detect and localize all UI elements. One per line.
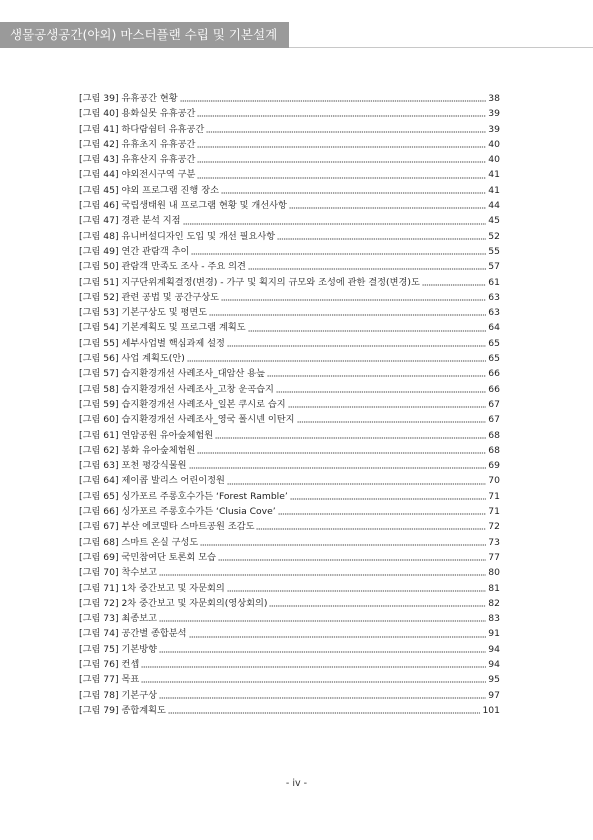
toc-entry-page: 101 (482, 704, 500, 716)
dot-leader (289, 201, 486, 210)
toc-entry-label: [그림 67] 부산 에코델타 스마트공원 조감도 (79, 521, 255, 533)
dot-leader (159, 568, 486, 577)
dot-leader (197, 140, 486, 149)
dot-leader (269, 599, 486, 608)
toc-entry-label: [그림 52] 관련 공법 및 공간구상도 (79, 291, 219, 303)
dot-leader (159, 614, 486, 623)
dot-leader (218, 553, 486, 562)
toc-entry (79, 596, 500, 611)
toc-entry-label: [그림 77] 목표 (79, 674, 140, 686)
toc-entry-label: [그림 39] 유휴공간 현황 (79, 93, 178, 104)
toc-entry (79, 504, 500, 519)
toc-entry-page: 65 (488, 353, 500, 365)
toc-entry (79, 581, 500, 596)
toc-entry-page: 81 (488, 582, 500, 594)
toc-entry-page: 83 (488, 613, 500, 625)
toc-entry-label: [그림 69] 국민참여단 토론회 모습 (79, 551, 217, 563)
document-title: 생물공생공간(야외) 마스터플랜 수립 및 기본설계 (10, 27, 278, 42)
toc-entry-label: [그림 58] 습지환경개선 사례조사_고창 운곡습지 (79, 383, 274, 395)
toc-entry-page: 70 (488, 475, 500, 487)
toc-entry-label: [그림 73] 최종보고 (79, 613, 157, 625)
toc-entry-label: [그림 75] 기본방향 (79, 643, 157, 655)
toc-entry (79, 229, 500, 244)
dot-leader (206, 125, 486, 134)
toc-entry (79, 443, 500, 458)
toc-entry-page: 40 (488, 154, 500, 166)
dot-leader (221, 293, 486, 302)
dot-leader (197, 446, 486, 455)
toc-entry-page: 41 (488, 169, 500, 181)
dot-leader (141, 660, 486, 669)
toc-entry-page: 45 (488, 215, 500, 227)
dot-leader (256, 522, 486, 531)
toc-entry-page: 67 (488, 398, 500, 410)
toc-entry-page: 55 (488, 245, 500, 257)
toc-entry-page: 91 (488, 628, 500, 640)
toc-entry (79, 213, 500, 228)
toc-entry-label: [그림 66] 싱가포르 주롱호수가든 ‘Clusia Cove’ (79, 506, 276, 518)
toc-entry-page: 95 (488, 674, 500, 686)
toc-entry (79, 351, 500, 366)
page-footer (0, 778, 593, 789)
dot-leader (248, 324, 486, 333)
toc-entry (79, 473, 500, 488)
toc-entry (79, 642, 500, 657)
dot-leader (278, 507, 486, 516)
toc-entry (79, 91, 500, 106)
toc-entry (79, 489, 500, 504)
toc-entry-page: 94 (488, 658, 500, 670)
dot-leader (276, 385, 486, 394)
dot-leader (267, 369, 486, 378)
dot-leader (290, 492, 486, 501)
toc-entry-label: [그림 62] 봉화 유아숲체험원 (79, 444, 196, 456)
toc-entry-label: [그림 76] 컨셉 (79, 658, 140, 670)
dot-leader (197, 171, 486, 180)
toc-entry (79, 458, 500, 473)
toc-entry-label: [그림 64] 제이콥 발리스 어린이정원 (79, 475, 225, 487)
toc-entry-label: [그림 68] 스마트 온실 구성도 (79, 536, 199, 548)
toc-entry-label: [그림 71] 1차 중간보고 및 자문회의 (79, 582, 225, 594)
toc-entry-page: 68 (488, 429, 500, 441)
dot-leader (141, 675, 486, 684)
figure-list (79, 91, 500, 718)
dot-leader (209, 308, 486, 317)
dot-leader (200, 538, 486, 547)
dot-leader (159, 691, 486, 700)
toc-entry (79, 565, 500, 580)
toc-entry-label: [그림 59] 습지환경개선 사례조사_일본 쿠시로 습지 (79, 398, 286, 410)
toc-entry-label: [그림 50] 관람객 만족도 조사 - 주요 의견 (79, 261, 246, 273)
toc-entry-page: 41 (488, 184, 500, 196)
toc-entry-page: 73 (488, 536, 500, 548)
page-number: - iv - (285, 778, 308, 789)
dot-leader (191, 247, 486, 256)
toc-entry-label: [그림 60] 습지환경개선 사례조사_영국 폴시넨 이탄지 (79, 414, 295, 426)
toc-entry (79, 290, 500, 305)
toc-entry-page: 44 (488, 200, 500, 212)
toc-entry (79, 106, 500, 121)
toc-entry-label: [그림 51] 지구단위계획결정(변경) - 가구 및 획지의 규모와 조성에 관한 결정(변경)도 (79, 276, 420, 288)
toc-entry (79, 198, 500, 213)
toc-entry (79, 259, 500, 274)
toc-entry-label: [그림 40] 용화실못 유휴공간 (79, 108, 196, 120)
toc-entry (79, 672, 500, 687)
dot-leader (159, 645, 486, 654)
toc-entry-label: [그림 45] 야외 프로그램 진행 장소 (79, 184, 219, 196)
toc-entry-label: [그림 53] 기본구상도 및 평면도 (79, 307, 208, 319)
toc-entry (79, 366, 500, 381)
toc-entry (79, 535, 500, 550)
toc-entry-page: 66 (488, 383, 500, 395)
toc-entry-label: [그림 72] 2차 중간보고 및 자문회의(영상회의) (79, 597, 268, 609)
header-rule (289, 47, 593, 48)
toc-entry-label: [그림 43] 유휴산지 유휴공간 (79, 154, 196, 166)
toc-entry (79, 688, 500, 703)
toc-entry-page: 69 (488, 460, 500, 472)
toc-entry-page: 71 (488, 506, 500, 518)
toc-entry-label: [그림 48] 유니버설디자인 도입 및 개선 필요사항 (79, 230, 276, 242)
dot-leader (288, 400, 486, 409)
toc-entry-label: [그림 65] 싱가포르 주롱호수가든 ‘Forest Ramble’ (79, 490, 288, 502)
toc-entry (79, 275, 500, 290)
dot-leader (215, 431, 486, 440)
toc-entry-label: [그림 79] 종합계획도 (79, 704, 166, 716)
toc-entry-page: 97 (488, 689, 500, 701)
toc-entry-label: [그림 57] 습지환경개선 사례조사_대암산 용늪 (79, 368, 266, 380)
toc-entry-page: 67 (488, 414, 500, 426)
dot-leader (227, 584, 486, 593)
toc-entry-page: 72 (488, 521, 500, 533)
toc-entry-page: 64 (488, 322, 500, 334)
dot-leader (248, 262, 486, 271)
toc-entry-page: 52 (488, 230, 500, 242)
toc-entry (79, 382, 500, 397)
toc-entry (79, 244, 500, 259)
document-header (0, 22, 289, 48)
toc-entry-page: 57 (488, 261, 500, 273)
toc-entry-page: 82 (488, 597, 500, 609)
toc-entry-page: 40 (488, 138, 500, 150)
toc-entry-page: 63 (488, 307, 500, 319)
toc-entry-page: 80 (488, 567, 500, 579)
dot-leader (180, 94, 486, 103)
toc-entry (79, 167, 500, 182)
toc-entry-page: 77 (488, 551, 500, 563)
toc-entry (79, 519, 500, 534)
toc-entry (79, 703, 500, 718)
toc-entry-page: 38 (488, 93, 500, 104)
toc-entry-label: [그림 54] 기본계획도 및 프로그램 계획도 (79, 322, 246, 334)
toc-entry-label: [그림 46] 국립생태원 내 프로그램 현황 및 개선사항 (79, 200, 287, 212)
toc-entry (79, 626, 500, 641)
toc-entry-label: [그림 47] 경관 분석 지점 (79, 215, 181, 227)
toc-entry (79, 152, 500, 167)
toc-entry (79, 412, 500, 427)
toc-entry-page: 61 (488, 276, 500, 288)
toc-entry (79, 428, 500, 443)
toc-entry-label: [그림 61] 연암공원 유아숲체험원 (79, 429, 214, 441)
toc-entry-label: [그림 63] 포천 평강식물원 (79, 460, 187, 472)
dot-leader (187, 354, 486, 363)
toc-entry-page: 94 (488, 643, 500, 655)
dot-leader (221, 186, 486, 195)
toc-entry-page: 68 (488, 444, 500, 456)
toc-entry (79, 305, 500, 320)
dot-leader (189, 461, 487, 470)
dot-leader (277, 232, 486, 241)
toc-entry-label: [그림 78] 기본구상 (79, 689, 157, 701)
dot-leader (197, 155, 486, 164)
toc-entry-label: [그림 42] 유휴초지 유휴공간 (79, 138, 196, 150)
dot-leader (189, 630, 487, 639)
dot-leader (227, 339, 486, 348)
toc-entry-label: [그림 74] 공간별 종합분석 (79, 628, 187, 640)
dot-leader (168, 706, 481, 715)
toc-entry-page: 66 (488, 368, 500, 380)
toc-entry (79, 320, 500, 335)
dot-leader (422, 278, 486, 287)
toc-entry (79, 336, 500, 351)
toc-entry-page: 71 (488, 490, 500, 502)
toc-entry-label: [그림 70] 착수보고 (79, 567, 157, 579)
toc-entry-label: [그림 41] 하다람쉼터 유휴공간 (79, 123, 205, 135)
toc-entry-label: [그림 44] 야외전시구역 구분 (79, 169, 196, 181)
toc-entry (79, 122, 500, 137)
toc-entry-page: 65 (488, 337, 500, 349)
toc-entry (79, 550, 500, 565)
toc-entry-page: 39 (488, 123, 500, 135)
toc-entry (79, 611, 500, 626)
dot-leader (297, 415, 486, 424)
toc-entry-page: 39 (488, 108, 500, 120)
dot-leader (197, 109, 486, 118)
toc-entry (79, 137, 500, 152)
toc-entry-label: [그림 49] 연간 관람객 추이 (79, 245, 190, 257)
toc-entry-page: 63 (488, 291, 500, 303)
toc-entry-label: [그림 56] 사업 계획도(안) (79, 353, 185, 365)
dot-leader (227, 477, 486, 486)
toc-entry (79, 657, 500, 672)
dot-leader (183, 217, 486, 226)
toc-entry (79, 397, 500, 412)
toc-entry (79, 183, 500, 198)
toc-entry-label: [그림 55] 세부사업별 핵심과제 설정 (79, 337, 225, 349)
